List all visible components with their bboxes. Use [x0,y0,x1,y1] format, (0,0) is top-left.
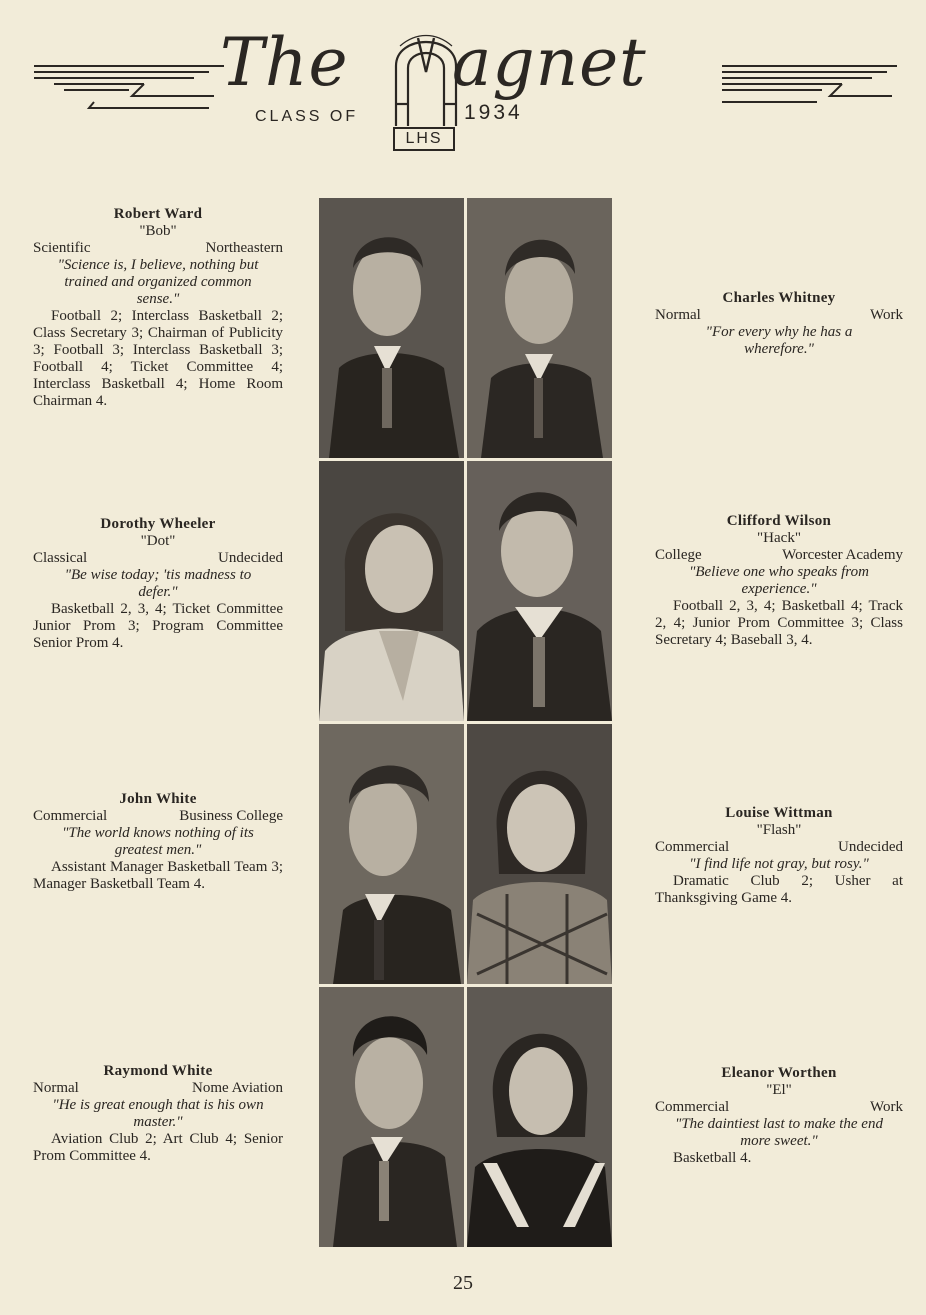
student-plans: Worcester Academy [782,547,903,563]
student-motto: "Believe one who speaks from experience." [689,564,869,597]
student-plans: Undecided [838,839,903,855]
bio-raymond-white [33,1063,283,1165]
student-record: Basketball 2, 3, 4; Ticket Committee Junior Prom 3; Program Committee Senior Prom 4. [33,601,283,651]
student-name: Charles Whitney [722,290,836,306]
student-plans: Nome Aviation [192,1080,283,1096]
student-motto: "He is great enough that is his own master." [52,1097,264,1130]
student-record: Football 2; Interclass Basketball 2; Class Secretary 3; Chairman of Publicity 3; Football 3; Interclass Basketball 3; Football 4; Ticket Committee 4; Interclass Basketball 4; Home Room Chairman 4. [33,308,283,409]
student-portrait-clifford-wilson [467,461,612,721]
student-portrait-louise-wittman [467,724,612,984]
student-course: Normal [33,1080,79,1096]
student-nickname: "El" [766,1082,792,1098]
student-plans: Undecided [218,550,283,566]
student-nickname: "Dot" [140,533,176,549]
course-row [655,1099,903,1116]
student-course: College [655,547,702,563]
student-course: Classical [33,550,88,566]
student-record: Dramatic Club 2; Usher at Thanksgiving Game 4. [655,873,903,906]
student-plans: Work [870,307,903,323]
student-plans: Work [870,1099,903,1115]
title-the: The [220,24,349,101]
student-motto: "The daintiest last to make the end more sweet." [675,1116,883,1149]
student-motto: "Be wise today; 'tis madness to defer." [64,567,252,600]
student-name: Clifford Wilson [726,513,832,529]
course-row [655,547,903,564]
course-row [33,240,283,257]
course-row [33,1080,283,1097]
student-portrait-dorothy-wheeler [319,461,464,721]
student-portrait-raymond-white [319,987,464,1247]
student-record: Assistant Manager Basketball Team 3; Manager Basketball Team 4. [33,859,283,892]
student-name: Robert Ward [113,206,203,222]
student-portrait-robert-ward [319,198,464,458]
student-course: Normal [655,307,701,323]
bio-eleanor-worthen [655,1065,903,1167]
student-motto: "I find life not gray, but rosy." [689,856,869,872]
student-portrait-eleanor-worthen [467,987,612,1247]
title-agnet: agnet [452,24,647,101]
bio-robert-ward [33,206,283,410]
course-row [655,839,903,856]
student-course: Commercial [33,808,108,824]
student-plans: Business College [179,808,283,824]
student-nickname: "Hack" [757,530,801,546]
student-portrait-charles-whitney [467,198,612,458]
class-year: 1934 [464,101,523,124]
student-name: John White [119,791,197,807]
bio-dorothy-wheeler [33,516,283,652]
horseshoe-magnet-icon [386,26,466,130]
speed-lines-left-ornament [34,62,224,110]
school-badge: LHS [393,127,455,151]
student-record: Football 2, 3, 4; Basketball 4; Track 2, 4; Junior Prom Committee 3; Class Secretary 4; Baseball 3, 4. [655,598,903,648]
student-course: Commercial [655,1099,730,1115]
student-name: Dorothy Wheeler [100,516,216,532]
student-course: Commercial [655,839,730,855]
course-row [33,550,283,567]
student-course: Scientific [33,240,91,256]
student-portrait-john-white [319,724,464,984]
bio-charles-whitney [655,290,903,358]
class-of-label: CLASS OF [255,108,359,125]
bio-clifford-wilson [655,513,903,649]
student-motto: "For every why he has a wherefore." [705,324,853,357]
student-motto: "The world knows nothing of its greatest men." [62,825,254,858]
student-nickname: "Bob" [139,223,177,239]
speed-lines-right-ornament [722,62,897,110]
bio-john-white [33,791,283,893]
course-row [33,808,283,825]
student-record: Basketball 4. [673,1150,752,1166]
bio-louise-wittman [655,805,903,907]
student-record: Aviation Club 2; Art Club 4; Senior Prom Committee 4. [33,1131,283,1164]
page-number: 25 [453,1272,473,1294]
course-row [655,307,903,324]
student-name: Raymond White [103,1063,213,1079]
student-name: Eleanor Worthen [721,1065,837,1081]
student-motto: "Science is, I believe, nothing but trained and organized common sense." [57,257,259,307]
student-nickname: "Flash" [756,822,802,838]
masthead [0,0,926,175]
student-name: Louise Wittman [725,805,833,821]
student-plans: Northeastern [205,240,283,256]
